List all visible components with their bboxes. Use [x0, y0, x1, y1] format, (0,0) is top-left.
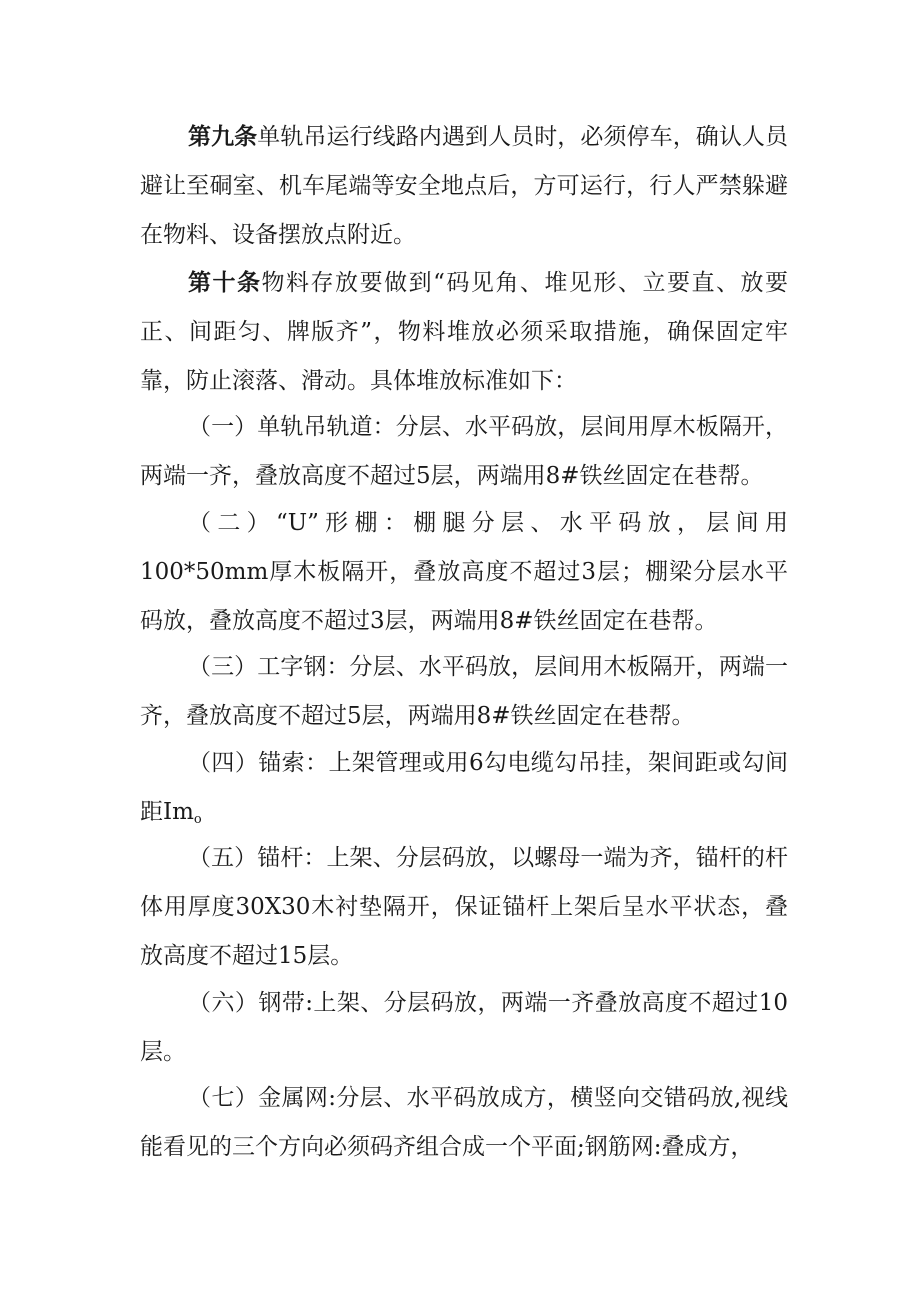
article-10-lead: 第十条 [188, 269, 262, 296]
item-4-paragraph [140, 739, 788, 844]
item-5-text: （五）锚杆：上架、分层码放，以螺母一端为齐，锚杆的杆体用厚度30X30木衬垫隔开，保证锚杆上架后呈水平状态，叠放高度不超过15层。 [140, 845, 788, 969]
item-6-text: （六）钢带:上架、分层码放，两端一齐叠放高度不超过10层。 [140, 990, 788, 1065]
item-6-paragraph [140, 979, 788, 1077]
item-5-paragraph [140, 834, 788, 981]
item-2-paragraph [140, 499, 788, 646]
item-1-paragraph [140, 403, 788, 501]
article-9-lead: 第九条 [188, 123, 258, 150]
article-10-text: 物料存放要做到“码见角、堆见形、立要直、放要正、间距匀、牌版齐”，物料堆放必须采取措施，确保固定牢靠，防止滚落、滑动。具体堆放标准如下： [140, 270, 788, 394]
item-7-text: （七）金属网:分层、水平码放成方，横竖向交错码放,视线能看见的三个方向必须码齐组合成一个平面;钢筋网:叠成方， [140, 1085, 788, 1160]
item-4-suffix: o [193, 812, 202, 827]
article-9-text: 单轨吊运行线路内遇到人员时，必须停车，确认人员避让至硐室、机车尾端等安全地点后，方可运行，行人严禁躲避在物料、设备摆放点附近。 [140, 124, 789, 248]
item-4-text: （四）锚索：上架管理或用6勾电缆勾吊挂，架间距或勾间距Im [140, 750, 788, 825]
item-3-paragraph [140, 643, 788, 741]
item-1-text: （一）单轨吊轨道：分层、水平码放，层间用厚木板隔开，两端一齐，叠放高度不超过5层，两端用8#铁丝固定在巷帮。 [140, 414, 788, 489]
item-7-paragraph [140, 1074, 788, 1172]
item-2-text: （二）“U”形棚：棚腿分层、水平码放，层间用100*50mm厚木板隔开，叠放高度不超过3层；棚梁分层水平码放，叠放高度不超过3层，两端用8#铁丝固定在巷帮。 [140, 510, 788, 634]
item-3-text: （三）工字钢：分层、水平码放，层间用木板隔开，两端一齐，叠放高度不超过5层，两端用8#铁丝固定在巷帮。 [140, 654, 788, 729]
article-10-paragraph [140, 258, 788, 406]
article-9-paragraph [140, 112, 788, 260]
